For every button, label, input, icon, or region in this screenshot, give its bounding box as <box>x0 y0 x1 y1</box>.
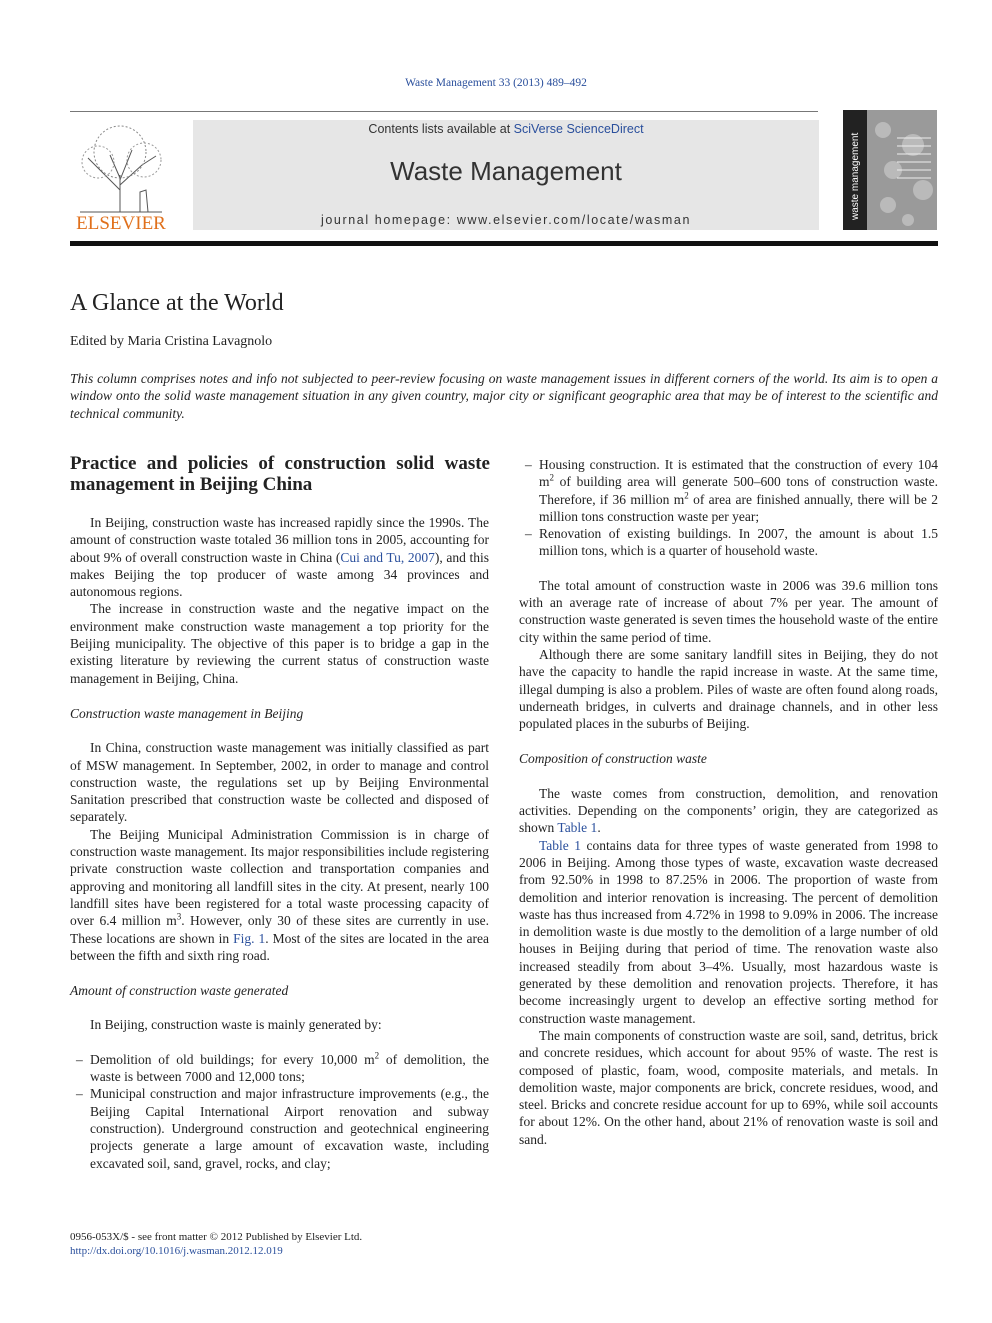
contents-line <box>193 122 819 136</box>
list-item: – Housing construction. It is estimated that the construction of every 104 $m^2$ of building area will generate 500–600 tons of construction waste. Therefore, if 36 million $m^2$ of area are finished annually, there will be 2 million tons construction waste per year; <box>519 456 938 525</box>
footer <box>70 1230 362 1258</box>
paragraph: In Beijing, construction waste is mainly generated by: <box>90 1017 382 1033</box>
issn-line: 0956-053X/$ - see front matter © 2012 Published by Elsevier Ltd. <box>70 1231 363 1243</box>
elsevier-logo[interactable] <box>70 120 172 232</box>
paragraph: The total amount of construction waste in 2006 was 39.6 million tons with an average rate of increase of about 7% per year. The amount of construction waste generated is seven times the household waste of the entire city within the same period of time. <box>519 577 938 645</box>
list-item: – Municipal construction and major infrastructure improvements (e.g., the Beijing Capital International Airport renovation and subway construction). Underground construction and geotechnical engineering projects generate a large amount of excavation waste, including excavated soil, sand, gravel, rocks, and clay; <box>70 1085 489 1171</box>
paragraph: In Beijing, construction waste has increased rapidly since the 1990s. The amount of construction waste totaled 36 million tons in 2005, accounting for about 9% of overall construction waste in China (Cui and Tu, 2007), and this makes Beijing the top producer of waste among 34 provinces and autonomous regions. <box>70 515 489 600</box>
homepage-label: journal homepage: <box>320 213 457 227</box>
journal-citation[interactable]: Waste Management 33 (2013) 489–492 <box>405 77 587 89</box>
journal-cover-image <box>843 110 937 230</box>
section-editor: Edited by Maria Cristina Lavagnolo <box>70 334 273 349</box>
journal-cover-thumbnail[interactable] <box>843 110 937 230</box>
right-column <box>519 456 938 1148</box>
list-item: – Demolition of old buildings; for every 10,000 $m^2$ of demolition, the waste is between 7000 and 12,000 tons; <box>70 1051 489 1086</box>
column-introduction: This column comprises notes and info not subjected to peer-review focusing on waste management issues in different corners of the world. Its aim is to open a window onto the solid waste management situation in any given country, major city or significant geographic area that may be of interest to the scientific and technical community. <box>70 371 938 421</box>
left-column <box>70 514 489 1172</box>
elsevier-wordmark: ELSEVIER <box>76 213 166 232</box>
article-title: Practice and policies of construction solid waste management in Beijing China <box>70 453 490 495</box>
citation-link-cui-tu[interactable]: Cui and Tu, 2007 <box>340 549 435 565</box>
paragraph: The waste comes from construction, demolition, and renovation activities. Depending on the components’ origin, they are categorized as shown Table 1. <box>519 785 938 836</box>
header-divider <box>70 111 818 112</box>
contents-prefix: Contents lists available at <box>368 122 514 136</box>
subsection-heading: Composition of construction waste <box>519 751 707 767</box>
journal-name: Waste Management <box>390 156 622 186</box>
section-title: A Glance at the World <box>70 290 284 316</box>
figure-link[interactable]: Fig. 1 <box>233 930 266 946</box>
waste-source-list-continued <box>519 456 938 560</box>
waste-source-list <box>70 1051 489 1172</box>
list-item: – Renovation of existing buildings. In 2007, the amount is about 1.5 million tons, which is a quarter of household waste. <box>519 525 938 560</box>
journal-banner <box>193 120 819 230</box>
subsection-heading: Construction waste management in Beijing <box>70 705 304 721</box>
homepage-url[interactable]: www.elsevier.com/locate/wasman <box>456 213 691 227</box>
sciencedirect-link[interactable]: SciVerse ScienceDirect <box>513 122 644 136</box>
paragraph: In China, construction waste management was initially classified as part of MSW management. In September, 2002, in order to manage and control construction waste, the regulations set up by Beijing Environmental Sanitation prescribed that construction waste be collected and disposed of separately. <box>70 740 489 825</box>
table-link[interactable]: Table 1 <box>557 820 598 836</box>
paragraph: The increase in construction waste and the negative impact on the environment make construction waste management a top priority for the Beijing municipality. The objective of this paper is to bridge a gap in the existing literature by reviewing the current status of construction waste management in Beijing, China. <box>70 601 489 686</box>
journal-homepage <box>193 213 819 227</box>
table-link[interactable]: Table 1 <box>539 837 582 853</box>
paragraph: Table 1 contains data for three types of waste generated from 1998 to 2006 in Beijing. Among those types of waste, excavation waste decreased from 92.50% in 1998 to 87.25% in 2006. The proportion of waste from demolition and interior renovation is increasing. The percent of demolition waste has thus increased from 4.72% in 1998 to 9.09% in 2006. The increase in demolition waste is due mostly to the demolition of a large number of old houses in Beijing during that period of time. The renovation waste also increased steadily from about 3–4%. Usually, most hazardous waste is generated by these demolition and renovation projects. Therefore, it has become increasingly urgent to develop an effective sorting method for construction waste management. <box>519 837 938 1026</box>
doi-link[interactable]: http://dx.doi.org/10.1016/j.wasman.2012.12.019 <box>70 1245 283 1257</box>
cover-title: waste management <box>850 132 861 220</box>
subsection-heading: Amount of construction waste generated <box>70 983 289 999</box>
masthead-rule <box>70 241 938 246</box>
paragraph: The main components of construction waste are soil, sand, detritus, brick and concrete residues, which account for about 95% of waste. The rest is composed of plastic, foam, wood, composite materials, and metals. In demolition waste, major components are brick, concrete residues, wood, and steel. Bricks and concrete residue account for up to 69%, while soil accounts for about 12%. On the other hand, about 21% of renovation waste is soil and sand. <box>519 1027 938 1147</box>
elsevier-tree-icon <box>70 120 172 232</box>
paragraph: The Beijing Municipal Administration Commission is in charge of construction waste management. Its major responsibilities include registering private construction waste collection and transportation companies and approving and monitoring all landfill sites in the city. At present, nearly 100 landfill sites have been registered for a total waste processing capacity of over 6.4 million $m^3$. However, only 30 of these sites are currently in use. These locations are shown in Fig. 1. Most of the sites are located in the area between the fifth and sixth ring road. <box>70 826 489 963</box>
paragraph: Although there are some sanitary landfill sites in Beijing, they do not have the capacity to handle the rapid increase in waste. At the same time, illegal dumping is also a problem. Piles of waste are often found along roads, underneath bridges, in culverts and drainage channels, and in other less populated places in the suburbs of Beijing. <box>519 646 938 732</box>
